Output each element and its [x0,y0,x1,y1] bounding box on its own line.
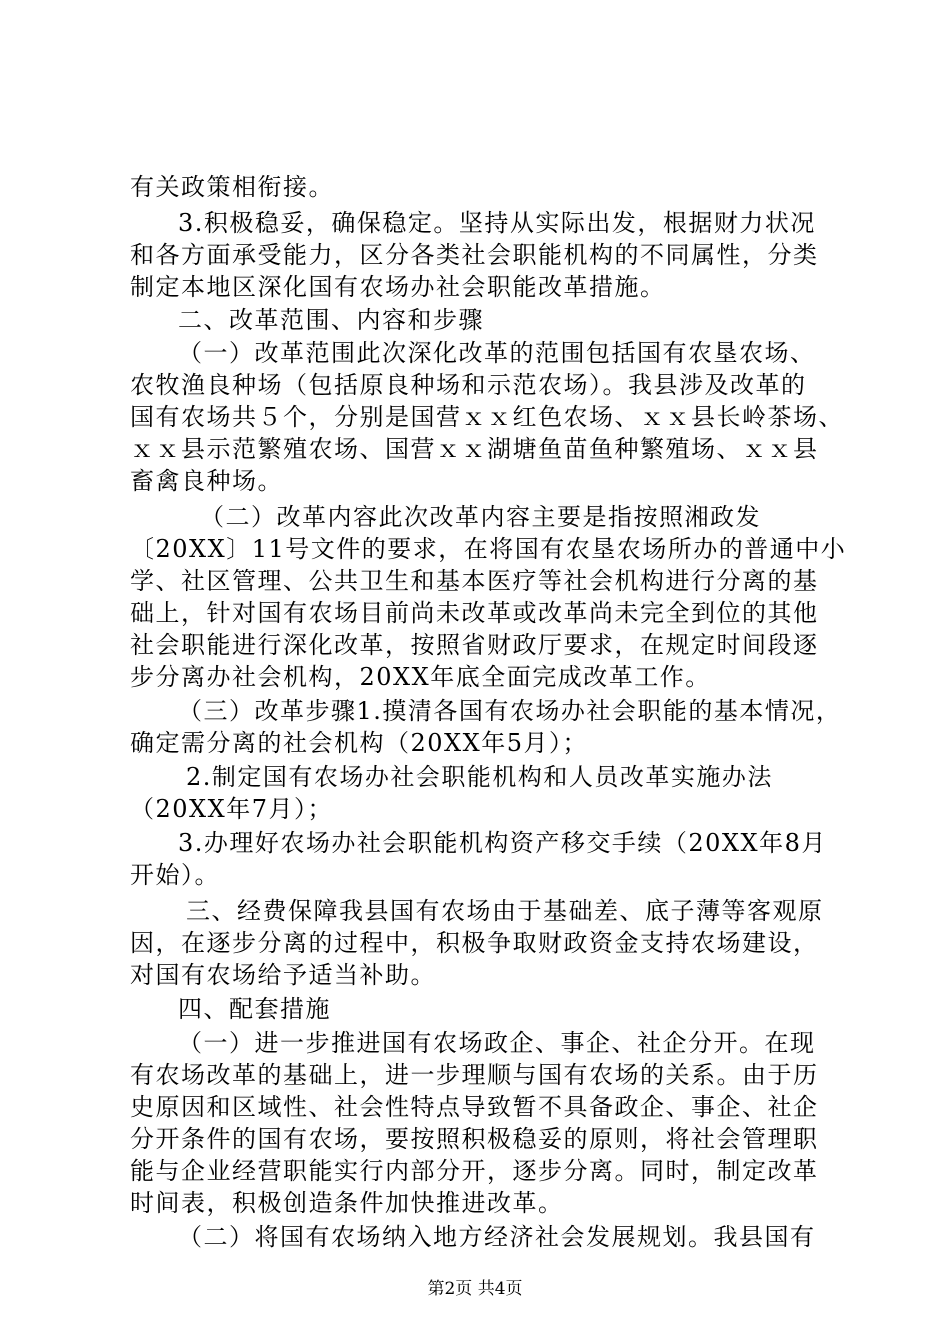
text-line: 农牧渔良种场（包括原良种场和示范农场）。我县涉及改革的 [130,371,807,399]
text-line: 〔20XX〕11号文件的要求，在将国有农垦农场所办的普通中小 [130,535,847,563]
text-line: 社会职能进行深化改革，按照省财政厅要求，在规定时间段逐 [130,631,819,659]
text-line: 有关政策相衔接。 [130,173,334,201]
text-line: 学、社区管理、公共卫生和基本医疗等社会机构进行分离的基 [130,567,819,595]
text-line: （一）进一步推进国有农场政企、事企、社企分开。在现 [178,1029,816,1057]
text-line: 3.办理好农场办社会职能机构资产移交手续（20XX年8月 [178,829,827,857]
text-line: （三）改革步骤1.摸清各国有农场办社会职能的基本情况， [178,697,842,725]
section-heading: 三、经费保障我县国有农场由于基础差、底子薄等客观原 [186,897,824,925]
text-line: 能与企业经营职能实行内部分开，逐步分离。同时，制定改革 [130,1157,819,1185]
text-line: 制定本地区深化国有农场办社会职能改革措施。 [130,273,666,301]
text-line: 国有农场共５个，分别是国营ｘｘ红色农场、ｘｘ县长岭茶场、 [130,403,844,431]
text-line: 史原因和区域性、社会性特点导致暂不具备政企、事企、社企 [130,1093,819,1121]
section-heading: 四、配套措施 [178,995,331,1023]
text-line: （二）改革内容此次改革内容主要是指按照湘政发 [200,503,761,531]
text-line: 础上，针对国有农场目前尚未改革或改革尚未完全到位的其他 [130,599,819,627]
text-line: 步分离办社会机构，20XX年底全面完成改革工作。 [130,663,711,691]
text-line: （二）将国有农场纳入地方经济社会发展规划。我县国有 [178,1223,816,1251]
text-line: （20XX年7月）； [130,795,333,823]
text-line: 开始）。 [130,861,220,889]
text-line: 时间表，积极创造条件加快推进改革。 [130,1189,564,1217]
text-line: 畜禽良种场。 [130,467,283,495]
section-heading: 二、改革范围、内容和步骤 [178,306,484,334]
page-number-footer: 第2页 共4页 [427,1279,523,1299]
text-line: 有农场改革的基础上，进一步理顺与国有农场的关系。由于历 [130,1061,819,1089]
text-line: 2.制定国有农场办社会职能机构和人员改革实施办法 [186,763,773,791]
text-line: 分开条件的国有农场，要按照积极稳妥的原则，将社会管理职 [130,1125,819,1153]
text-line: ｘｘ县示范繁殖农场、国营ｘｘ湖塘鱼苗鱼种繁殖场、ｘｘ县 [130,435,819,463]
text-line: 确定需分离的社会机构（20XX年5月）； [130,729,588,757]
text-line: 和各方面承受能力，区分各类社会职能机构的不同属性，分类 [130,241,819,269]
text-line: （一）改革范围此次深化改革的范围包括国有农垦农场、 [178,339,816,367]
text-line: 对国有农场给予适当补助。 [130,961,436,989]
text-line: 3.积极稳妥，确保稳定。坚持从实际出发，根据财力状况 [178,209,816,237]
text-line: 因，在逐步分离的过程中，积极争取财政资金支持农场建设， [130,929,819,957]
